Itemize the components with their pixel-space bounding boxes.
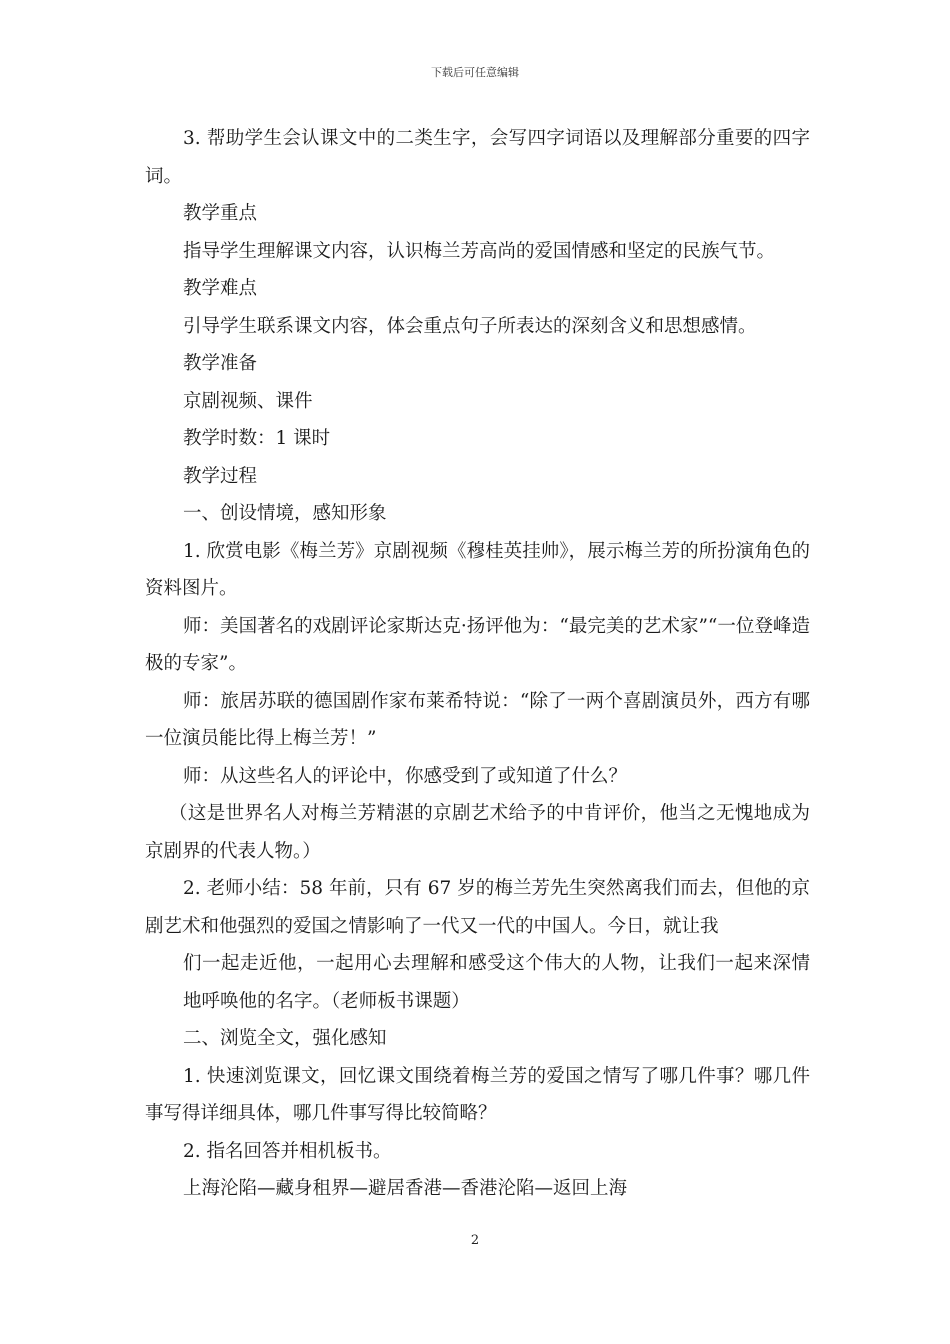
- paragraph-answer-note: （这是世界名人对梅兰芳精湛的京剧艺术给予的中肯评价，他当之无愧地成为京剧界的代表人物。）: [145, 803, 810, 862]
- paragraph-class-hours: 教学时数：1 课时: [183, 428, 331, 449]
- heading-preparation: 教学准备: [183, 353, 258, 374]
- paragraph-difficulties: 引导学生联系课文内容，体会重点句子所表达的深刻含义和思想感情。: [183, 315, 757, 337]
- section-heading-1: 一、创设情境，感知形象: [183, 503, 387, 524]
- paragraph-step-2-1: 1. 快速浏览课文，回忆课文围绕着梅兰芳的爱国之情写了哪几件事？哪几件事写得详细具体，哪几件事写得比较简略？: [145, 1065, 810, 1124]
- paragraph-teacher-quote-2: 师：旅居苏联的德国剧作家布莱希特说：“除了一两个喜剧演员外，西方有哪一位演员能比得上梅兰芳！”: [145, 690, 810, 749]
- page-header: 下载后可任意编辑: [431, 66, 519, 79]
- paragraph-teacher-quote-1: 师：美国著名的戏剧评论家斯达克·扬评他为：“最完美的艺术家”“一位登峰造极的专家”。: [145, 615, 810, 674]
- paragraph-step-1-1: 1. 欣赏电影《梅兰芳》京剧视频《穆桂英挂帅》，展示梅兰芳的所扮演角色的资料图片。: [145, 540, 810, 599]
- heading-difficulties: 教学难点: [183, 278, 258, 299]
- page-number: 2: [470, 1233, 480, 1248]
- paragraph-step-1-2-cont: 们一起走近他，一起用心去理解和感受这个伟大的人物，让我们一起来深情地呼唤他的名字。（老师板书课题）: [183, 953, 810, 1012]
- paragraph-step-1-2: 2. 老师小结：58 年前，只有 67 岁的梅兰芳先生突然离我们而去，但他的京剧艺术和他强烈的爱国之情影响了一代又一代的中国人。今日，就让我: [145, 878, 810, 937]
- paragraph-objective-3: 3. 帮助学生会认课文中的二类生字，会写四字词语以及理解部分重要的四字词。: [145, 128, 810, 187]
- heading-process: 教学过程: [183, 465, 258, 487]
- paragraph-board-notes: 上海沦陷—藏身租界—避居香港—香港沦陷—返回上海: [183, 1178, 628, 1199]
- document-body: [145, 120, 810, 1208]
- section-heading-2: 二、浏览全文，强化感知: [183, 1028, 387, 1049]
- paragraph-key-points: 指导学生理解课文内容，认识梅兰芳高尚的爱国情感和坚定的民族气节。: [183, 240, 776, 262]
- paragraph-step-2-2: 2. 指名回答并相机板书。: [183, 1140, 392, 1162]
- heading-key-points: 教学重点: [183, 203, 258, 224]
- paragraph-teacher-question: 师：从这些名人的评论中，你感受到了或知道了什么？: [183, 765, 628, 787]
- paragraph-preparation: 京剧视频、课件: [183, 390, 313, 412]
